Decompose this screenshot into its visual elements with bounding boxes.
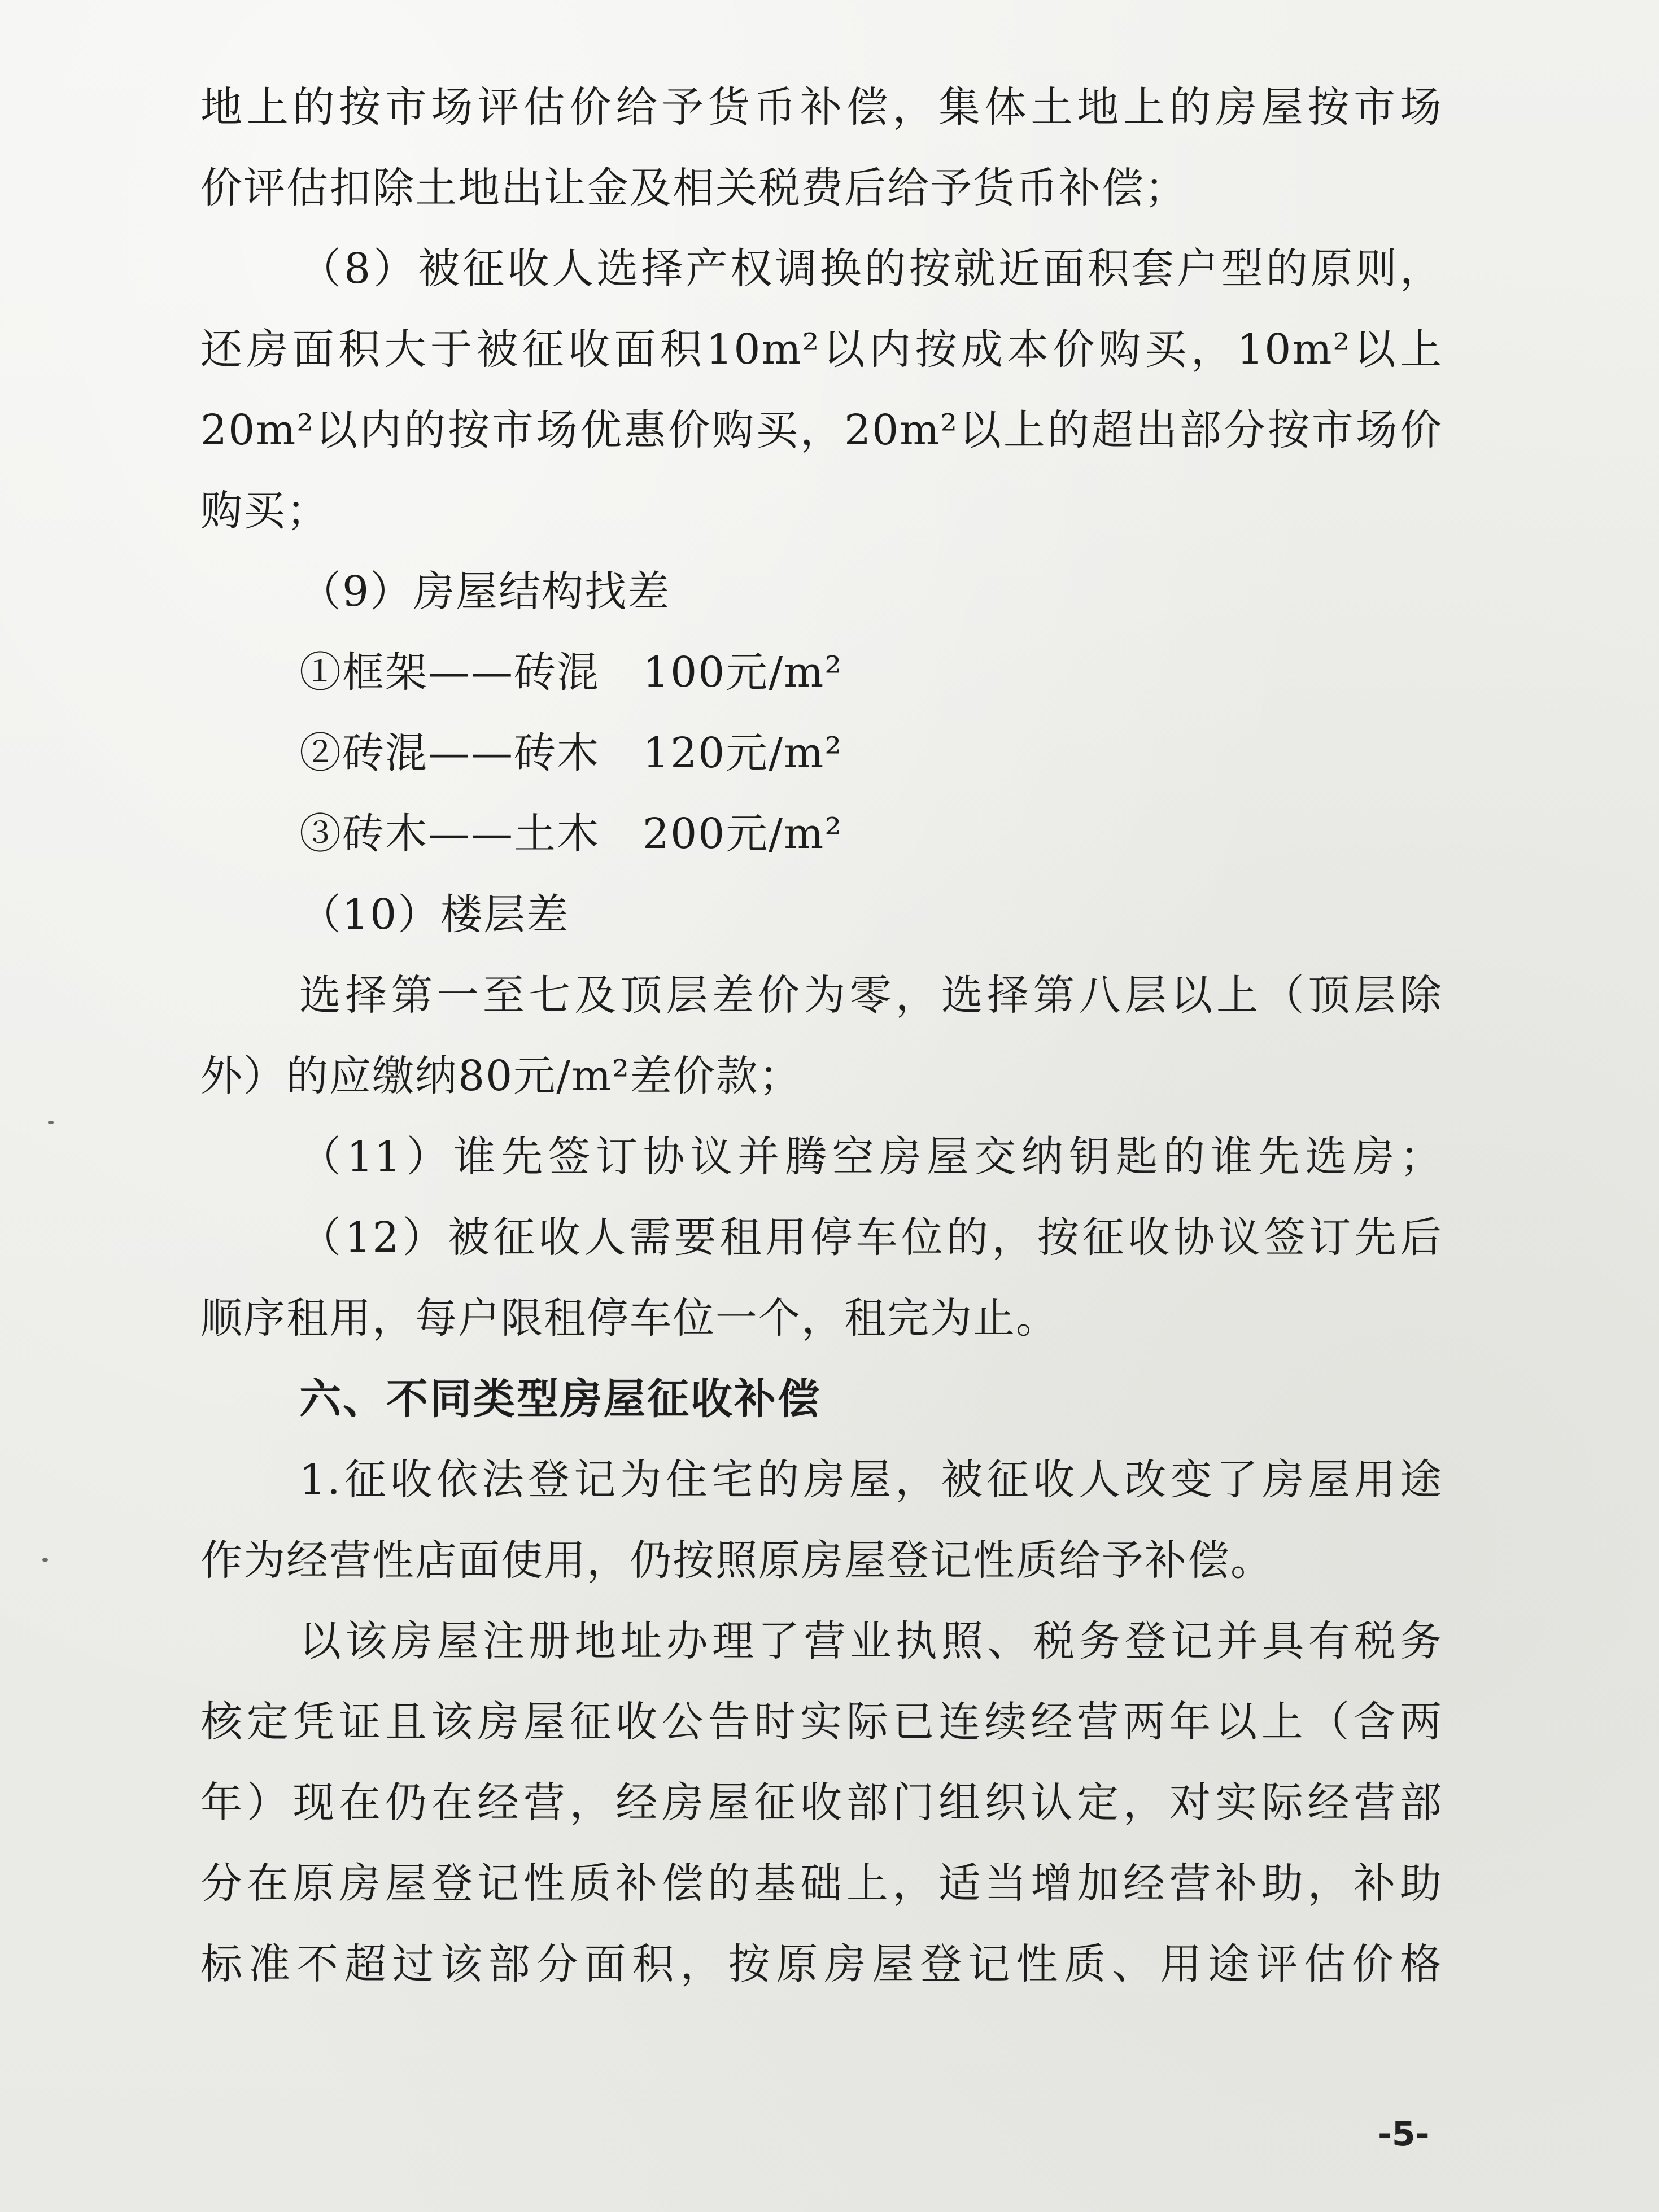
paragraph-line: （11）谁先签订协议并腾空房屋交纳钥匙的谁先选房；: [299, 1133, 1443, 1181]
paragraph-line: 以该房屋注册地址办理了营业执照、税务登记并具有税务: [299, 1617, 1443, 1665]
paragraph-line: 标准不超过该部分面积，按原房屋登记性质、用途评估价格: [200, 1940, 1443, 1988]
ink-speck: [42, 1558, 48, 1562]
paragraph-line: 还房面积大于被征收面积10m²以内按成本价购买，10m²以上: [200, 325, 1443, 374]
list-heading: （10）楼层差: [299, 890, 570, 939]
paragraph-line: 地上的按市场评估价给予货币补偿，集体土地上的房屋按市场: [200, 83, 1443, 132]
list-item: ①框架——砖混 100元/m²: [299, 648, 843, 697]
paragraph-line: 作为经营性店面使用，仍按照原房屋登记性质给予补偿。: [200, 1536, 1273, 1585]
paragraph-line: 年）现在仍在经营，经房屋征收部门组织认定，对实际经营部: [200, 1778, 1443, 1827]
paragraph-line: （12）被征收人需要租用停车位的，按征收协议签订先后: [299, 1213, 1443, 1262]
paragraph-line: 选择第一至七及顶层差价为零，选择第八层以上（顶层除: [299, 971, 1443, 1020]
paragraph-line: 购买；: [200, 487, 329, 535]
paragraph-line: 1.征收依法登记为住宅的房屋，被征收人改变了房屋用途: [299, 1455, 1443, 1504]
ink-speck: [48, 1121, 54, 1124]
paragraph-line: 顺序租用，每户限租停车位一个，租完为止。: [200, 1294, 1059, 1343]
paragraph-line: 20m²以内的按市场优惠价购买，20m²以上的超出部分按市场价: [200, 406, 1443, 454]
paragraph-line: 价评估扣除土地出让金及相关税费后给予货币补偿；: [200, 164, 1188, 212]
paragraph-line: 分在原房屋登记性质补偿的基础上，适当增加经营补助，补助: [200, 1859, 1443, 1908]
paragraph-line: 外）的应缴纳80元/m²差价款；: [200, 1052, 802, 1100]
list-item: ③砖木——土木 200元/m²: [299, 810, 843, 858]
section-heading: 六、不同类型房屋征收补偿: [299, 1375, 821, 1423]
paragraph-line: （8）被征收人选择产权调换的按就近面积套户型的原则，: [299, 244, 1443, 293]
list-heading: （9）房屋结构找差: [299, 567, 671, 616]
list-item: ②砖混——砖木 120元/m²: [299, 729, 843, 777]
paragraph-line: 核定凭证且该房屋征收公告时实际已连续经营两年以上（含两: [200, 1698, 1443, 1746]
page-number: -5-: [1378, 2114, 1430, 2154]
